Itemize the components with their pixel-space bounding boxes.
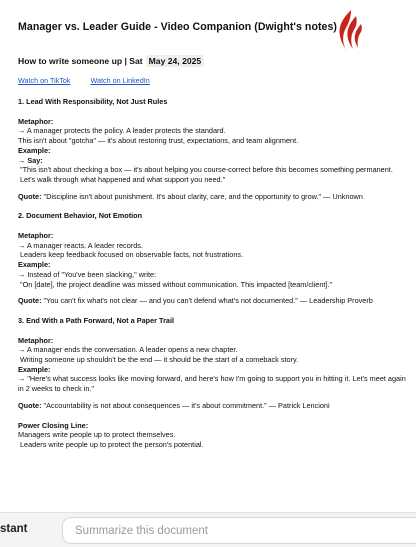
quote-text: "Accountability is not about consequences — it's about commitment." — Patrick Lencioni: [43, 400, 330, 410]
date-chip[interactable]: May 24, 2025: [146, 55, 205, 67]
document-subtitle: [18, 55, 204, 67]
example-label: Example:: [18, 364, 51, 374]
closing-line: Managers write people up to protect themselves.: [18, 430, 176, 440]
document-title: Manager vs. Leader Guide - Video Companion (Dwight's notes): [18, 21, 338, 33]
tiktok-link[interactable]: Watch on TikTok: [18, 76, 71, 85]
quote-text: "Discipline isn't about punishment. It's about clarity, care, and the opportunity to grow." — Unknown: [43, 191, 363, 201]
video-links: [18, 76, 150, 85]
document-body: [18, 97, 408, 450]
example-line: → Instead of "You've been slacking," write:: [18, 269, 157, 279]
example-line: → "Here's what success looks like moving forward, and here's how I'm going to support you in hitting it. Let's meet again in 2 weeks to check in.": [18, 374, 406, 394]
subtitle-text: How to write someone up | Sat: [18, 56, 143, 66]
metaphor-label: Metaphor:: [18, 231, 54, 241]
quote: [18, 296, 408, 306]
linkedin-link[interactable]: Watch on LinkedIn: [90, 76, 150, 85]
section-heading: 1. Lead With Responsibility, Not Just Rules: [18, 97, 168, 106]
flame-logo-icon: [334, 8, 364, 52]
example-line: "On [date], the project deadline was missed without communication. This impacted [team/client].": [20, 279, 333, 289]
section-heading: 3. End With a Path Forward, Not a Paper Trail: [18, 315, 175, 325]
assistant-bar: [0, 512, 416, 547]
metaphor-line: This isn't about "gotcha" — it's about restoring trust, expectations, and team alignment.: [18, 136, 299, 146]
closing-heading: Power Closing Line:: [18, 420, 89, 430]
assistant-label: stant: [0, 523, 28, 535]
metaphor-label: Metaphor:: [18, 116, 54, 126]
metaphor-line: Leaders keep feedback focused on observable facts, not frustrations.: [20, 250, 244, 260]
quote-text: "You can't fix what's not clear — and you can't defend what's not documented." — Leadership Proverb: [43, 296, 373, 306]
quote-label: Quote:: [18, 296, 42, 306]
example-line: → Say:: [18, 155, 43, 165]
section-heading: 2. Document Behavior, Not Emotion: [18, 211, 143, 221]
closing-line: Leaders write people up to protect the person's potential.: [20, 439, 204, 449]
example-label: Example:: [18, 260, 51, 270]
summarize-input[interactable]: [62, 517, 416, 544]
example-label: Example:: [18, 145, 51, 155]
example-line: "This isn't about checking a box — it's about helping you course-correct before this becomes something permanent. Let's walk through what happened and what support you need.": [20, 165, 393, 184]
quote: [18, 192, 408, 202]
metaphor-line: → A manager ends the conversation. A leader opens a new chapter.: [18, 345, 238, 355]
metaphor-line: → A manager protects the policy. A leader protects the standard.: [18, 126, 226, 136]
metaphor-label: Metaphor:: [18, 335, 54, 345]
metaphor-line: → A manager reacts. A leader records.: [18, 240, 143, 250]
quote-label: Quote:: [18, 191, 42, 201]
metaphor-line: Writing someone up shouldn't be the end — it should be the start of a comeback story.: [20, 355, 299, 365]
quote-label: Quote:: [18, 400, 42, 410]
quote: [18, 401, 408, 411]
